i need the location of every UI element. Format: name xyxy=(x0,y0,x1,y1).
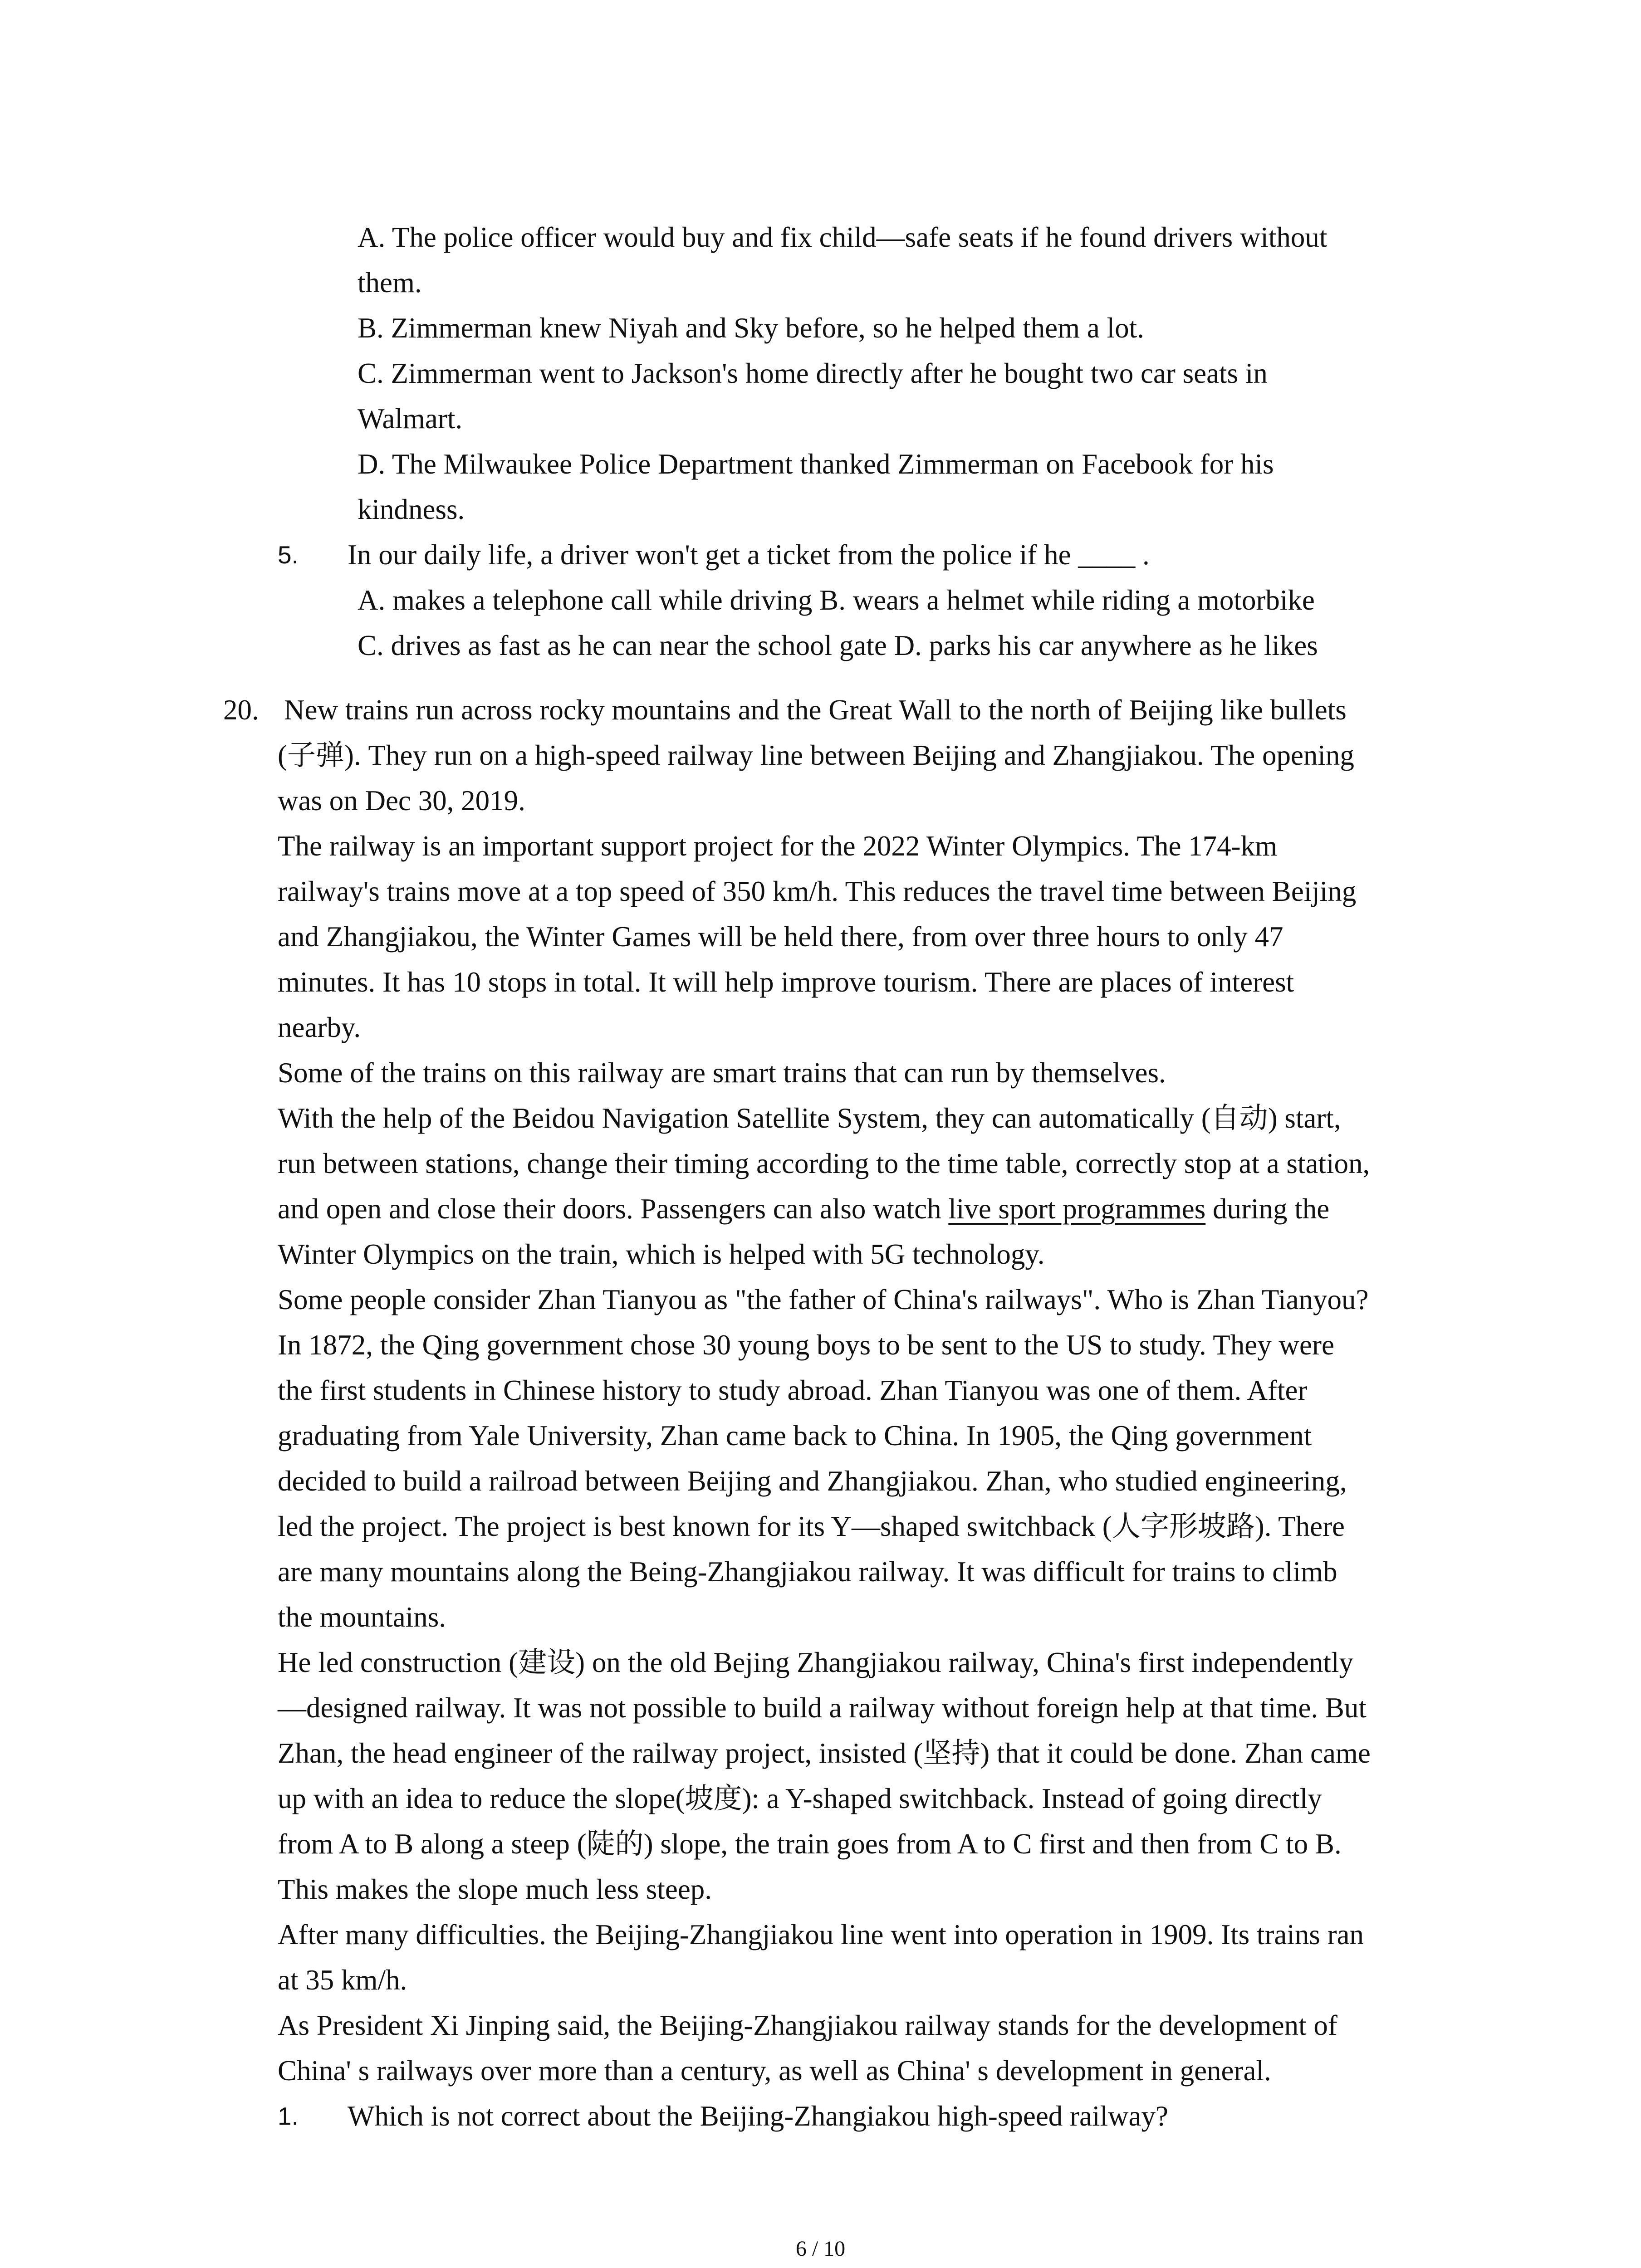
passage-line: He led construction (建设) on the old Bejing Zhangjiakou railway, China's first independently xyxy=(278,1647,1353,1678)
passage-line: the mountains. xyxy=(278,1601,446,1633)
passage-line: nearby. xyxy=(278,1012,361,1043)
passage-line: minutes. It has 10 stops in total. It will help improve tourism. There are places of interest xyxy=(278,966,1294,998)
q4-option-a-line1: A. The police officer would buy and fix child—safe seats if he found drivers without xyxy=(358,221,1327,253)
q5-options-row1: A. makes a telephone call while driving B. wears a helmet while riding a motorbike xyxy=(358,584,1315,616)
q5-number: 5. xyxy=(278,541,299,569)
q4-option-b: B. Zimmerman knew Niyah and Sky before, so he helped them a lot. xyxy=(358,312,1144,344)
passage-line: was on Dec 30, 2019. xyxy=(278,785,525,816)
passage-line: railway's trains move at a top speed of 350 km/h. This reduces the travel time between Beijing xyxy=(278,875,1357,907)
passage-line: run between stations, change their timing according to the time table, correctly stop at a station, xyxy=(278,1148,1370,1179)
passage-line: In 1872, the Qing government chose 30 young boys to be sent to the US to study. They were xyxy=(278,1329,1334,1361)
passage-line: —designed railway. It was not possible to build a railway without foreign help at that time. But xyxy=(278,1692,1367,1724)
passage-line: With the help of the Beidou Navigation Satellite System, they can automatically (自动) start, xyxy=(278,1102,1341,1134)
q4-option-c-line1: C. Zimmerman went to Jackson's home directly after he bought two car seats in xyxy=(358,357,1268,389)
passage-line: and Zhangjiakou, the Winter Games will be held there, from over three hours to only 47 xyxy=(278,921,1283,953)
q1-number: 1. xyxy=(278,2102,299,2130)
passage-line: The railway is an important support project for the 2022 Winter Olympics. The 174-km xyxy=(278,830,1278,862)
passage-line: decided to build a railroad between Beijing and Zhangjiakou. Zhan, who studied engineering, xyxy=(278,1465,1347,1497)
passage-20-number: 20. xyxy=(223,694,259,726)
q5-options-row2: C. drives as fast as he can near the school gate D. parks his car anywhere as he likes xyxy=(358,630,1318,661)
passage-line: Some people consider Zhan Tianyou as "the father of China's railways". Who is Zhan Tianyou? xyxy=(278,1284,1369,1315)
q4-option-a-line2: them. xyxy=(358,267,422,298)
passage-line: Zhan, the head engineer of the railway project, insisted (坚持) that it could be done. Zhan came xyxy=(278,1737,1371,1769)
passage-line: graduating from Yale University, Zhan came back to China. In 1905, the Qing government xyxy=(278,1420,1312,1452)
q5-stem: In our daily life, a driver won't get a ticket from the police if he ____ . xyxy=(348,539,1150,571)
passage-line: Winter Olympics on the train, which is helped with 5G technology. xyxy=(278,1238,1045,1270)
passage-line: Some of the trains on this railway are smart trains that can run by themselves. xyxy=(278,1057,1166,1089)
passage-line: up with an idea to reduce the slope(坡度): a Y-shaped switchback. Instead of going directly xyxy=(278,1783,1322,1814)
passage-line: China' s railways over more than a century, as well as China' s development in general. xyxy=(278,2055,1271,2087)
passage-line: This makes the slope much less steep. xyxy=(278,1873,712,1905)
passage-line-start: and open and close their doors. Passengers can also watch xyxy=(278,1193,949,1225)
passage-line: New trains run across rocky mountains and the Great Wall to the north of Beijing like bullets xyxy=(284,694,1347,726)
passage-line: the first students in Chinese history to study abroad. Zhan Tianyou was one of them. After xyxy=(278,1374,1308,1406)
passage-line: are many mountains along the Being-Zhangjiakou railway. It was difficult for trains to climb xyxy=(278,1556,1337,1588)
underlined-phrase: live sport programmes xyxy=(948,1193,1206,1225)
q4-option-d-line2: kindness. xyxy=(358,494,465,525)
passage-line: After many difficulties. the Beijing-Zhangjiakou line went into operation in 1909. Its trains ran xyxy=(278,1919,1364,1950)
page-number-footer: 6 / 10 xyxy=(795,2237,846,2261)
q4-option-d-line1: D. The Milwaukee Police Department thanked Zimmerman on Facebook for his xyxy=(358,448,1274,480)
passage-line: led the project. The project is best known for its Y—shaped switchback (人字形坡路). There xyxy=(278,1510,1345,1542)
passage-line: from A to B along a steep (陡的) slope, the train goes from A to C first and then from C to B. xyxy=(278,1828,1342,1860)
q4-option-c-line2: Walmart. xyxy=(358,403,463,435)
passage-line: (子弹). They run on a high-speed railway line between Beijing and Zhangjiakou. The opening xyxy=(278,739,1354,771)
passage-line-with-underline xyxy=(278,1188,1329,1229)
passage-line: As President Xi Jinping said, the Beijing-Zhangjiakou railway stands for the development of xyxy=(278,2009,1337,2041)
passage-line: at 35 km/h. xyxy=(278,1964,407,1996)
q1-stem: Which is not correct about the Beijing-Zhangiakou high-speed railway? xyxy=(348,2100,1168,2132)
passage-line-end: during the xyxy=(1205,1193,1330,1225)
